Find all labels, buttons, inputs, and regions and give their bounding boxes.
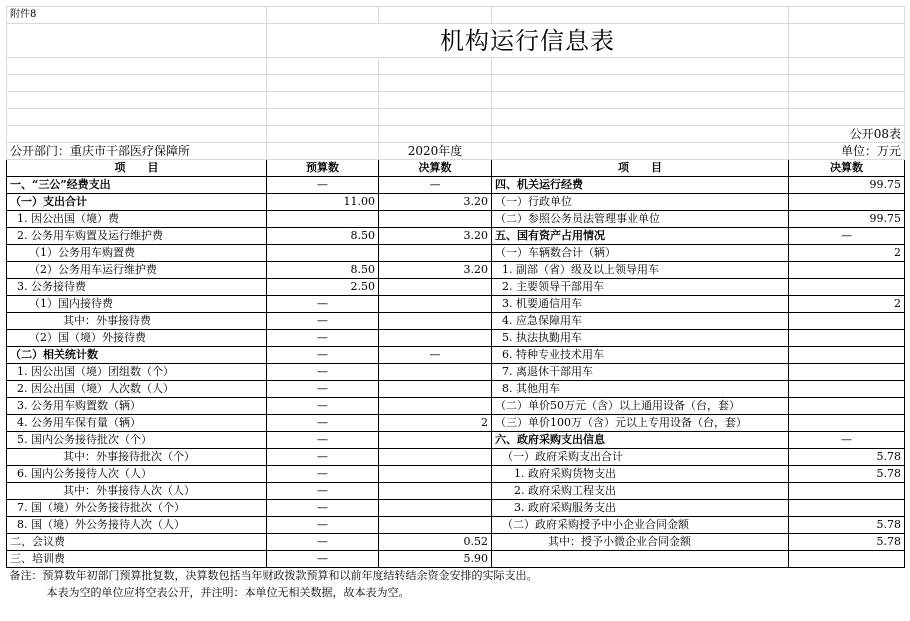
row-item-left: 1. 因公出国（境）费 bbox=[7, 211, 267, 228]
department-label: 公开部门：重庆市干部医疗保障所 bbox=[7, 143, 267, 160]
table-row bbox=[7, 330, 905, 347]
row-final-right: 99.75 bbox=[789, 177, 905, 194]
row-final bbox=[379, 466, 492, 483]
row-item-left: 其中：外事接待费 bbox=[7, 313, 267, 330]
row-final bbox=[379, 381, 492, 398]
row-final bbox=[379, 398, 492, 415]
row-item-left: 其中：外事接待批次（个） bbox=[7, 449, 267, 466]
table-row bbox=[7, 449, 905, 466]
row-final: 3.20 bbox=[379, 194, 492, 211]
row-item-right: 四、机关运行经费 bbox=[492, 177, 789, 194]
table-row bbox=[7, 194, 905, 211]
table-row bbox=[7, 432, 905, 449]
footnote-2: 本表为空的单位应将空表公开，并注明：本单位无相关数据，故本表为空。 bbox=[46, 586, 410, 599]
row-final-right: 99.75 bbox=[789, 211, 905, 228]
row-final-right bbox=[789, 500, 905, 517]
row-final-right bbox=[789, 381, 905, 398]
row-final-right bbox=[789, 551, 905, 568]
row-item-right: 3. 机要通信用车 bbox=[492, 296, 789, 313]
form-code: 公开08表 bbox=[789, 126, 905, 143]
table-row bbox=[7, 534, 905, 551]
table-body bbox=[7, 177, 905, 568]
row-final-right: 5.78 bbox=[789, 466, 905, 483]
row-budget: — bbox=[267, 364, 379, 381]
row-item-right bbox=[492, 551, 789, 568]
table-row bbox=[7, 364, 905, 381]
row-final bbox=[379, 500, 492, 517]
table-row bbox=[7, 381, 905, 398]
row-final-right bbox=[789, 398, 905, 415]
row-item-left: （2）国（境）外接待费 bbox=[7, 330, 267, 347]
row-budget: 8.50 bbox=[267, 228, 379, 245]
row-item-left: 5. 国内公务接待批次（个） bbox=[7, 432, 267, 449]
row-final: 3.20 bbox=[379, 228, 492, 245]
row-final: 3.20 bbox=[379, 262, 492, 279]
row-item-left: 二、会议费 bbox=[7, 534, 267, 551]
row-final: — bbox=[379, 177, 492, 194]
table-row bbox=[7, 500, 905, 517]
header-budget: 预算数 bbox=[267, 160, 379, 177]
row-item-right: （二）政府采购授予中小企业合同金额 bbox=[492, 517, 789, 534]
row-item-right: 六、政府采购支出信息 bbox=[492, 432, 789, 449]
row-item-right: （一）行政单位 bbox=[492, 194, 789, 211]
header-item-right: 项 目 bbox=[492, 160, 789, 177]
row-item-left: 其中：外事接待人次（人） bbox=[7, 483, 267, 500]
row-item-right: 2. 政府采购工程支出 bbox=[492, 483, 789, 500]
row-budget: — bbox=[267, 296, 379, 313]
row-final bbox=[379, 432, 492, 449]
row-final: — bbox=[379, 347, 492, 364]
header-final-right: 决算数 bbox=[789, 160, 905, 177]
row-final-right: — bbox=[789, 432, 905, 449]
row-item-left: 6. 国内公务接待人次（人） bbox=[7, 466, 267, 483]
row-budget: — bbox=[267, 466, 379, 483]
table-row bbox=[7, 415, 905, 432]
row-final bbox=[379, 483, 492, 500]
row-item-right: 五、国有资产占用情况 bbox=[492, 228, 789, 245]
row-final-right bbox=[789, 194, 905, 211]
row-item-left: 4. 公务用车保有量（辆） bbox=[7, 415, 267, 432]
table-row bbox=[7, 398, 905, 415]
row-item-left: 3. 公务接待费 bbox=[7, 279, 267, 296]
row-item-left: 1. 因公出国（境）团组数（个） bbox=[7, 364, 267, 381]
row-item-right: 3. 政府采购服务支出 bbox=[492, 500, 789, 517]
row-final-right bbox=[789, 330, 905, 347]
row-final bbox=[379, 279, 492, 296]
row-item-left: 一、“三公”经费支出 bbox=[7, 177, 267, 194]
table-row bbox=[7, 483, 905, 500]
row-budget: — bbox=[267, 398, 379, 415]
row-item-right: 8. 其他用车 bbox=[492, 381, 789, 398]
row-item-left: （一）支出合计 bbox=[7, 194, 267, 211]
table-row bbox=[7, 551, 905, 568]
row-budget: — bbox=[267, 483, 379, 500]
row-final-right: 5.78 bbox=[789, 449, 905, 466]
row-final bbox=[379, 296, 492, 313]
table-row bbox=[7, 245, 905, 262]
row-final: 5.90 bbox=[379, 551, 492, 568]
page-title: 机构运行信息表 bbox=[267, 24, 789, 58]
row-budget: 2.50 bbox=[267, 279, 379, 296]
row-final-right bbox=[789, 347, 905, 364]
row-budget: — bbox=[267, 415, 379, 432]
header-item: 项 目 bbox=[7, 160, 267, 177]
row-final bbox=[379, 449, 492, 466]
row-final-right: 2 bbox=[789, 245, 905, 262]
row-item-right: 1. 政府采购货物支出 bbox=[492, 466, 789, 483]
row-final-right bbox=[789, 279, 905, 296]
info-table bbox=[6, 6, 905, 602]
row-budget: — bbox=[267, 347, 379, 364]
row-final bbox=[379, 364, 492, 381]
table-row bbox=[7, 177, 905, 194]
table-row bbox=[7, 313, 905, 330]
row-final-right bbox=[789, 415, 905, 432]
row-budget: — bbox=[267, 517, 379, 534]
row-item-right: 2. 主要领导干部用车 bbox=[492, 279, 789, 296]
table-row bbox=[7, 228, 905, 245]
row-item-right: 7. 离退休干部用车 bbox=[492, 364, 789, 381]
row-final bbox=[379, 211, 492, 228]
row-item-left: 3. 公务用车购置数（辆） bbox=[7, 398, 267, 415]
row-final-right: 5.78 bbox=[789, 517, 905, 534]
row-budget: — bbox=[267, 177, 379, 194]
row-final bbox=[379, 330, 492, 347]
row-final-right: 5.78 bbox=[789, 534, 905, 551]
row-item-right: （一）政府采购支出合计 bbox=[492, 449, 789, 466]
row-item-left: 7. 国（境）外公务接待批次（个） bbox=[7, 500, 267, 517]
row-budget: — bbox=[267, 432, 379, 449]
row-item-right: （二）单价50万元（含）以上通用设备（台，套） bbox=[492, 398, 789, 415]
row-final bbox=[379, 313, 492, 330]
row-budget: 8.50 bbox=[267, 262, 379, 279]
row-item-right: 1. 副部（省）级及以上领导用车 bbox=[492, 262, 789, 279]
header-final: 决算数 bbox=[379, 160, 492, 177]
row-item-right: （三）单价100万（含）元以上专用设备（台，套） bbox=[492, 415, 789, 432]
footnote-1: 备注：预算数年初部门预算批复数，决算数包括当年财政拨款预算和以前年度结转结余资金安排的实际支出。 bbox=[9, 569, 538, 583]
row-budget: — bbox=[267, 534, 379, 551]
fiscal-year: 2020年度 bbox=[379, 143, 492, 160]
row-final bbox=[379, 517, 492, 534]
row-final-right: 2 bbox=[789, 296, 905, 313]
row-budget: 11.00 bbox=[267, 194, 379, 211]
row-item-left: （1）国内接待费 bbox=[7, 296, 267, 313]
table-row bbox=[7, 262, 905, 279]
row-item-left: 2. 因公出国（境）人次数（人） bbox=[7, 381, 267, 398]
table-row bbox=[7, 211, 905, 228]
row-item-left: （1）公务用车购置费 bbox=[7, 245, 267, 262]
row-budget: — bbox=[267, 551, 379, 568]
row-budget: — bbox=[267, 330, 379, 347]
row-item-right: 其中：授予小微企业合同金额 bbox=[492, 534, 789, 551]
row-final: 0.52 bbox=[379, 534, 492, 551]
row-item-left: 2. 公务用车购置及运行维护费 bbox=[7, 228, 267, 245]
row-final-right bbox=[789, 313, 905, 330]
unit-label: 单位：万元 bbox=[789, 143, 905, 160]
row-item-right: （二）参照公务员法管理事业单位 bbox=[492, 211, 789, 228]
row-final-right bbox=[789, 364, 905, 381]
row-final-right bbox=[789, 262, 905, 279]
annex-label: 附件8 bbox=[7, 7, 267, 24]
row-item-left: （2）公务用车运行维护费 bbox=[7, 262, 267, 279]
row-budget: — bbox=[267, 313, 379, 330]
row-item-right: （一）车辆数合计（辆） bbox=[492, 245, 789, 262]
row-budget: — bbox=[267, 500, 379, 517]
row-final-right bbox=[789, 483, 905, 500]
row-item-right: 6. 特种专业技术用车 bbox=[492, 347, 789, 364]
row-budget: — bbox=[267, 449, 379, 466]
row-final bbox=[379, 245, 492, 262]
row-final: 2 bbox=[379, 415, 492, 432]
table-row bbox=[7, 347, 905, 364]
row-item-left: 8. 国（境）外公务接待人次（人） bbox=[7, 517, 267, 534]
row-item-left: （二）相关统计数 bbox=[7, 347, 267, 364]
row-budget: — bbox=[267, 381, 379, 398]
row-budget bbox=[267, 245, 379, 262]
table-row bbox=[7, 517, 905, 534]
row-item-left: 三、培训费 bbox=[7, 551, 267, 568]
row-item-right: 5. 执法执勤用车 bbox=[492, 330, 789, 347]
table-row bbox=[7, 279, 905, 296]
row-item-right: 4. 应急保障用车 bbox=[492, 313, 789, 330]
table-row bbox=[7, 466, 905, 483]
row-final-right: — bbox=[789, 228, 905, 245]
table-row bbox=[7, 296, 905, 313]
row-budget bbox=[267, 211, 379, 228]
